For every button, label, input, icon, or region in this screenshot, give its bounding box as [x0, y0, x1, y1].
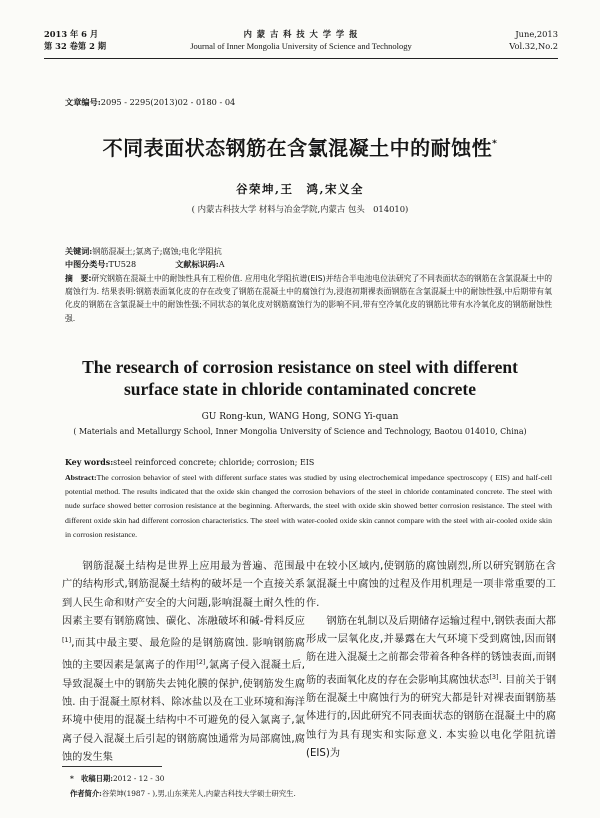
affiliation-english: ( Materials and Metallurgy School, Inner Mongolia University of Science and Technology, Baotou 014010, China) — [73, 427, 527, 436]
doc-code-label: 文献标识码: — [175, 259, 219, 269]
title-english — [30, 356, 570, 400]
body-column-right — [306, 558, 556, 763]
title-footnote-mark: * — [492, 139, 498, 149]
volume-block — [509, 28, 558, 52]
body-text: . 目前关于钢筋在混凝土中腐蚀行为的研究大都是针对裸表面钢筋基体进行的,因此研究不同表面状态的钢筋在混凝土中的腐蚀行为具有现实和实际意义. 本实验以电化学阻抗谱(EIS)为 — [306, 674, 557, 759]
article-number — [65, 97, 235, 108]
body-paragraph — [62, 558, 305, 767]
body-text: ,氯离子侵入混凝土后,导致混凝土中的钢筋失去钝化膜的保护,使钢筋发生腐蚀. 由于混凝土原材料、除冰盐以及在工业环境和海洋环境中使用的混凝土结构中不可避免的侵入氯离子,氯离子侵入混凝土后引起的钢筋腐蚀通常为局部腐蚀,腐蚀的发生集 — [62, 660, 305, 763]
authors-english: GU Rong-kun, WANG Hong, SONG Yi-quan — [201, 412, 399, 422]
abstract-text-zh: 研究钢筋在混凝土中的耐蚀性具有工程价值. 应用电化学阻抗谱(EIS)并结合半电池电位法研究了不同表面状态的钢筋在含氯混凝土中的腐蚀行为. 结果表明:钢筋表面氧化皮的存在改变了钢筋在混凝土中的腐蚀行为,浸泡初期裸表面钢筋在含氯混凝土中的耐蚀性强,中后期带有氧化皮的钢筋在含氯混凝土中的耐蚀性强;不同状态的氧化皮对钢筋腐蚀行为的影响不同,带有空冷氧化皮的钢筋比带有水冷氧化皮的钢筋耐蚀性强. — [65, 274, 552, 323]
body-paragraph — [306, 613, 556, 763]
title-chinese — [0, 132, 600, 161]
doc-code-value: A — [218, 259, 225, 269]
keywords-value-en: steel reinforced concrete; chloride; corrosion; EIS — [113, 458, 315, 467]
title-chinese-text: 不同表面状态钢筋在含氯混凝土中的耐蚀性 — [102, 136, 493, 160]
title-english-line1: The research of corrosion resistance on steel with different — [82, 357, 518, 377]
citation-ref: [3] — [489, 672, 499, 681]
received-label: * 收稿日期: — [70, 774, 113, 783]
keywords-english-block — [65, 458, 552, 467]
issue-date: 2013 年 6 月 — [44, 29, 99, 39]
journal-name-zh: 内 蒙 古 科 技 大 学 学 报 — [243, 29, 359, 39]
article-number-value: 2095 - 2295(2013)02 - 0180 - 04 — [100, 97, 236, 107]
abstract-english — [65, 471, 552, 542]
body-text: 钢筋在轧制以及后期储存运输过程中,钢铁表面大都形成一层氧化皮,并暴露在大气环境下受到腐蚀,因而钢筋在进入混凝土之前都会带着各种各样的锈蚀表面,而钢筋的表面氧化皮的存在会影响其腐蚀状态 — [306, 615, 556, 686]
body-paragraph: 中在较小区域内,使钢筋的腐蚀剧烈,所以研究钢筋在含氯混凝土中腐蚀的过程及作用机理是一项非常重要的工作. — [306, 561, 556, 609]
body-text: ,而其中最主要、最危险的是钢筋腐蚀. 影响钢筋腐蚀的主要因素是氯离子的作用 — [62, 638, 305, 672]
title-english-line2: surface state in chloride contaminated concrete — [123, 379, 477, 399]
authors-chinese: 谷荣坤,王 鸿,宋义全 — [235, 182, 364, 196]
clc-value: TU528 — [108, 259, 137, 269]
affiliation-chinese: ( 内蒙古科技大学 材料与冶金学院,内蒙古 包头 014010) — [191, 204, 409, 214]
volume-issue-en: Vol.32,No.2 — [509, 41, 558, 51]
keywords-chinese-block — [65, 245, 550, 271]
keywords-value-zh: 钢筋混凝土;氯离子;腐蚀;电化学阻抗 — [92, 246, 222, 256]
body-column-left — [62, 558, 305, 767]
clc-label: 中图分类号: — [65, 259, 109, 269]
citation-ref: [2] — [196, 658, 206, 667]
abstract-chinese — [65, 272, 552, 325]
abstract-text-en: The corrosion behavior of steel with different surface states was studied by using electrochemical impedance spectroscopy ( EIS) and half-cell potential method. The results indicated that the oxide skin changed the corrosion behaviors of the steel in chloride contaminated concrete. The steel with nude surface showed better corrosion resistance at the beginning. Afterwards, the steel with oxide skin showed better corrosion resistance. The steel with different oxide skin had different corrosion characteristics. The steel with water-cooled oxide skin cannot compare with the steel with air-cooled oxide skin in corrosion resistance. — [65, 473, 552, 539]
journal-name-block — [44, 28, 558, 52]
footnote-received — [70, 774, 164, 784]
volume-issue-zh: 第 32 卷第 2 期 — [44, 41, 107, 51]
citation-ref: [1] — [62, 636, 72, 645]
body-text: 钢筋混凝土结构是世界上应用最为普遍、范围最广的结构形式,钢筋混凝土结构的破坏是一个直接关系到人民生命和财产安全的大问题,影响混凝土耐久性的因素主要有钢筋腐蚀、碳化、冻融破坏和碱-骨料反应 — [62, 561, 305, 627]
footnote-author — [70, 789, 296, 799]
classification-line — [65, 258, 550, 271]
issue-date-en: June,2013 — [515, 29, 558, 39]
author-bio: 谷荣坤(1987 - ),男,山东莱芜人,内蒙古科技大学硕士研究生. — [101, 789, 296, 798]
received-date: 2012 - 12 - 30 — [113, 774, 165, 783]
header-rule — [44, 58, 558, 59]
abstract-label-en: Abstract: — [65, 473, 97, 482]
article-number-label: 文章编号: — [65, 97, 101, 107]
running-header — [44, 28, 558, 58]
journal-name-en: Journal of Inner Mongolia University of Science and Technology — [190, 41, 412, 51]
footnote-rule — [62, 766, 162, 767]
abstract-label-zh: 摘 要: — [65, 274, 92, 283]
keywords-label-zh: 关键词: — [65, 246, 93, 256]
keywords-label-en: Key words: — [65, 458, 114, 467]
author-bio-label: 作者简介: — [70, 789, 102, 798]
